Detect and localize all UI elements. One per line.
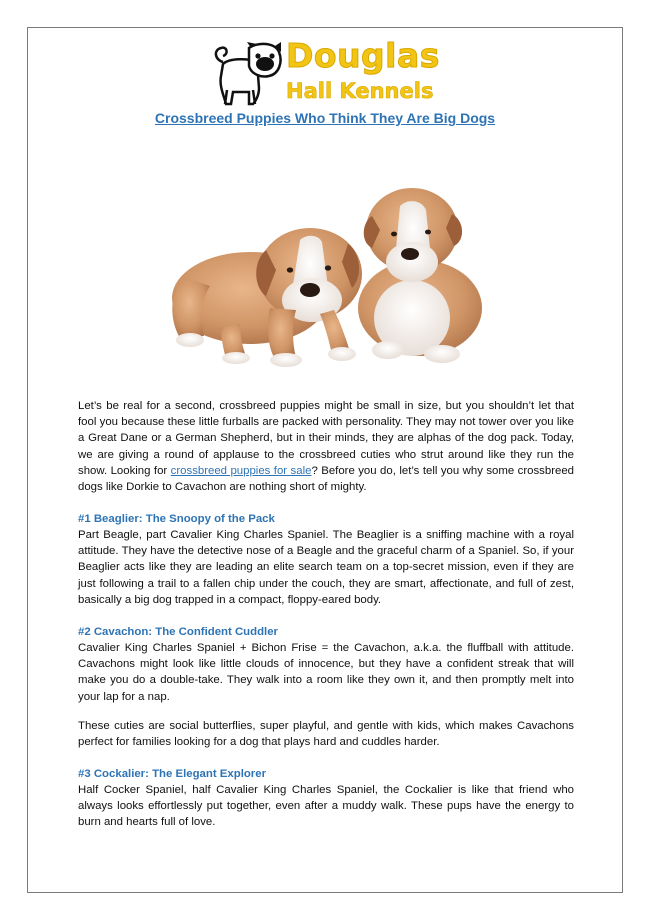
section-heading-cavachon: #2 Cavachon: The Confident Cuddler <box>78 626 278 638</box>
article-title[interactable]: Crossbreed Puppies Who Think They Are Big Dogs <box>154 110 496 126</box>
intro-text-1: Let’s be real for a second, crossbreed puppies might be small in size, but you shouldn’t let that fool you because these little furballs are packed with personality. They may not tower over you like a Great Dane or a German Shepherd, but in their minds, they are alphas of the dog pack. Today, we are giving a round of applause to the crossbreed cuties who strut around like they run the show. Looking for <box>78 400 574 477</box>
back-puppy-icon <box>358 188 482 363</box>
section-paragraph-cockalier: Half Cocker Spaniel, half Cavalier King Charles Spaniel, the Cockalier is like that friend who always looks effortlessly put together, even after a muddy walk. These pups have the energy to burn and hearts full of love. <box>78 784 574 829</box>
section-paragraph-cavachon-2: These cuties are social butterflies, super playful, and gentle with kids, which makes Cavachons perfect for families looking for a dog that plays hard and cuddles harder. <box>78 720 574 749</box>
intro-text-2: ? Before you do, let’s tell you why some crossbreed dogs like Dorkie to Cavachon are nothing short of mighty. <box>78 464 574 494</box>
front-puppy-icon <box>172 228 362 367</box>
section-heading-cockalier: #3 Cockalier: The Elegant Explorer <box>78 768 267 780</box>
section-paragraph-cavachon-1: Cavalier King Charles Spaniel + Bichon Frise = the Cavachon, a.k.a. the fluffball with attitude. Cavachons might look like little clouds of innocence, but they have a confident streak that will make you do a double-take. They walk into a room like they own it, and then promptly melt into your lap for a nap. <box>78 642 574 703</box>
intro-paragraph <box>78 398 574 495</box>
brand-name-line2: Hall Kennels <box>286 79 434 103</box>
section-heading-beaglier: #1 Beaglier: The Snoopy of the Pack <box>78 513 275 525</box>
brand-name-line1: Douglas <box>286 36 440 75</box>
section-paragraph-beaglier: Part Beagle, part Cavalier King Charles Spaniel. The Beaglier is a sniffing machine with a royal attitude. They have the detective nose of a Beagle and the graceful charm of a Spaniel. So, if your Beaglier acts like they are leading an elite search team on a top-secret mission, even if they are just following a trail to a fallen chip under the couch, they are smart, affectionate, and full of zest, basically a big dog trapped in a compact, floppy-eared body. <box>78 529 574 606</box>
puppies-photo <box>150 178 505 368</box>
crossbreed-puppies-link[interactable]: crossbreed puppies for sale <box>170 464 312 477</box>
